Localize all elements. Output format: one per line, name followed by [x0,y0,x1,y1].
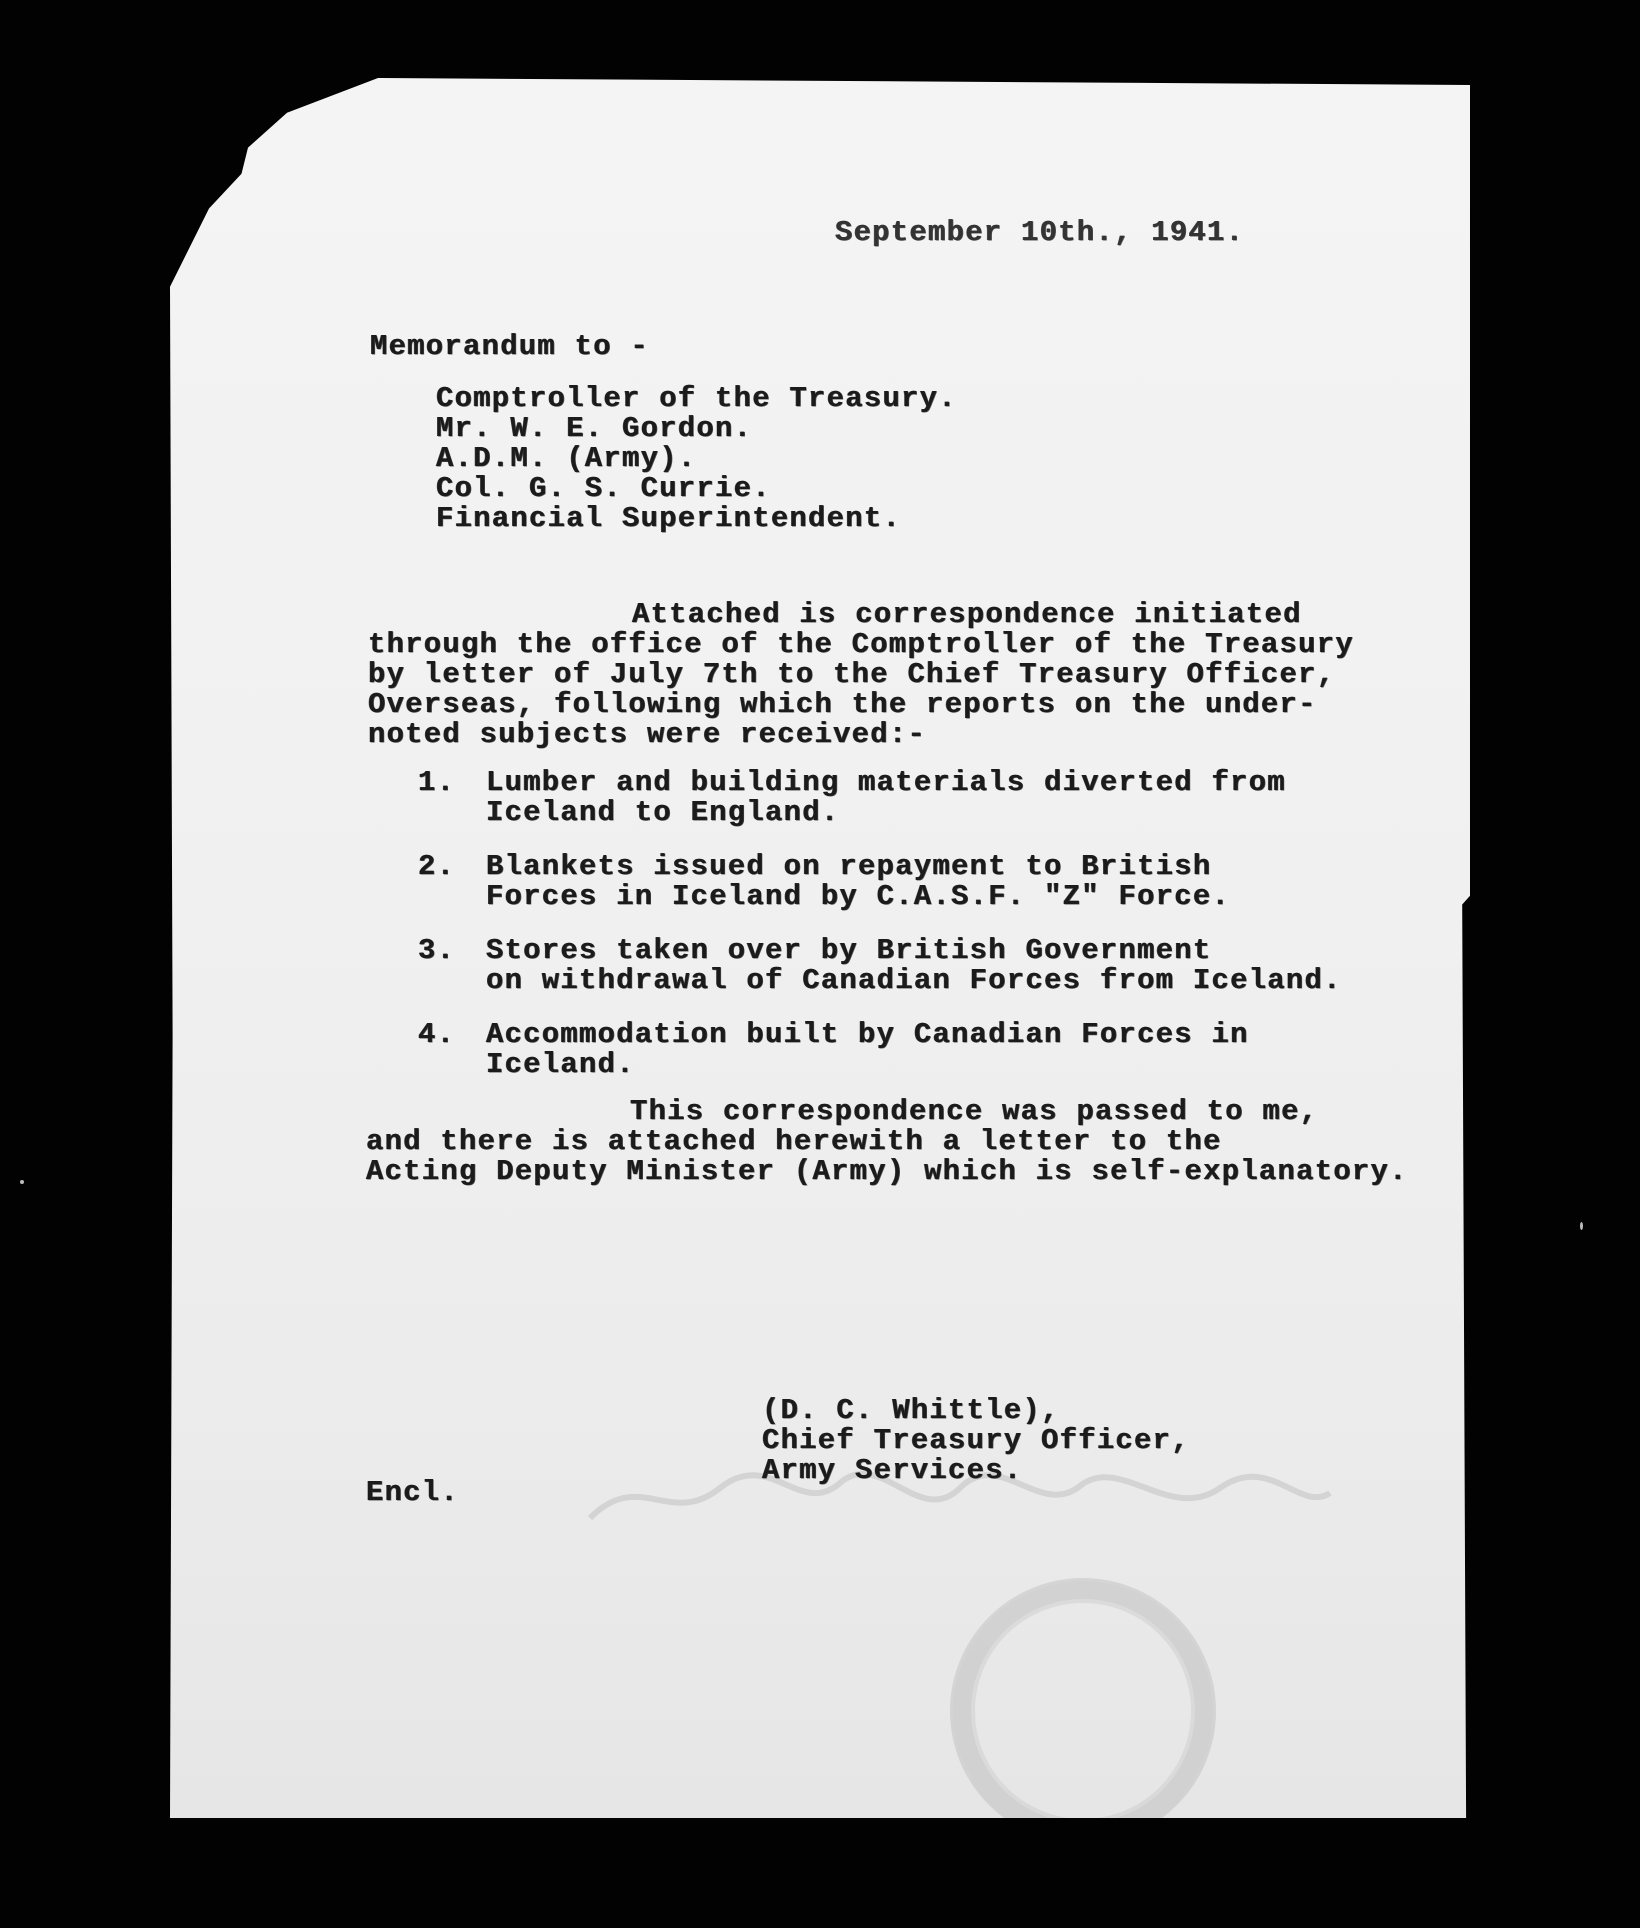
dust-speck [20,1180,24,1184]
subject-number: 2. [418,850,456,883]
subject-item [418,852,1274,912]
subject-line: Iceland. [486,1048,635,1081]
subject-number: 3. [418,934,456,967]
subject-list [418,766,1342,1104]
subject-line: Stores taken over by British Government [486,934,1212,967]
signatory-name: (D. C. Whittle), [762,1394,1060,1427]
paragraph-line: Overseas, following which the reports on the under- [368,688,1317,721]
recipient-item: Financial Superintendent. [436,502,902,535]
paragraph-line: Attached is correspondence initiated [632,598,1302,631]
closing-line: and there is attached herewith a letter to the [366,1125,1222,1158]
intro-paragraph [368,598,1354,751]
subject-line: Accommodation built by Canadian Forces in [486,1018,1249,1051]
closing-paragraph [366,1097,1408,1187]
subject-text [486,936,1342,996]
subject-number: 4. [418,1018,456,1051]
subject-line: Blankets issued on repayment to British [486,850,1212,883]
signatory-department: Army Services. [762,1454,1023,1487]
subject-item [418,1020,1274,1080]
subject-text [486,852,1342,912]
dust-speck [1580,1222,1583,1230]
subject-line: on withdrawal of Canadian Forces from Iceland. [486,964,1342,997]
recipient-item: Comptroller of the Treasury. [436,382,957,415]
recipient-item: Col. G. S. Currie. [436,472,771,505]
subject-line: Forces in Iceland by C.A.S.F. "Z" Force. [486,880,1231,913]
enclosure-note: Encl. [366,1476,460,1509]
subject-item [418,766,1286,829]
recipient-item: Mr. W. E. Gordon. [436,412,753,445]
paragraph-line: through the office of the Comptroller of the Treasury [368,628,1354,661]
subject-line: Lumber and building materials diverted from [486,766,1286,799]
recipient-item: A.D.M. (Army). [436,442,697,475]
signatory-title: Chief Treasury Officer, [762,1424,1190,1457]
subject-line: Iceland to England. [486,796,840,829]
closing-line: Acting Deputy Minister (Army) which is self-explanatory. [366,1155,1408,1188]
memo-date: September 10th., 1941. [835,216,1245,249]
memo-heading: Memorandum to - [370,330,650,363]
signature-block [762,1396,1190,1486]
subject-number: 1. [418,766,456,799]
subject-item [418,934,1342,997]
closing-line: This correspondence was passed to me, [630,1095,1319,1128]
subject-text [486,1020,1342,1080]
subject-text [486,768,1342,828]
recipient-list [436,384,957,534]
faint-seal-stamp [950,1578,1216,1844]
paragraph-line: by letter of July 7th to the Chief Treasury Officer, [368,658,1336,691]
paragraph-line: noted subjects were received:- [368,718,927,751]
